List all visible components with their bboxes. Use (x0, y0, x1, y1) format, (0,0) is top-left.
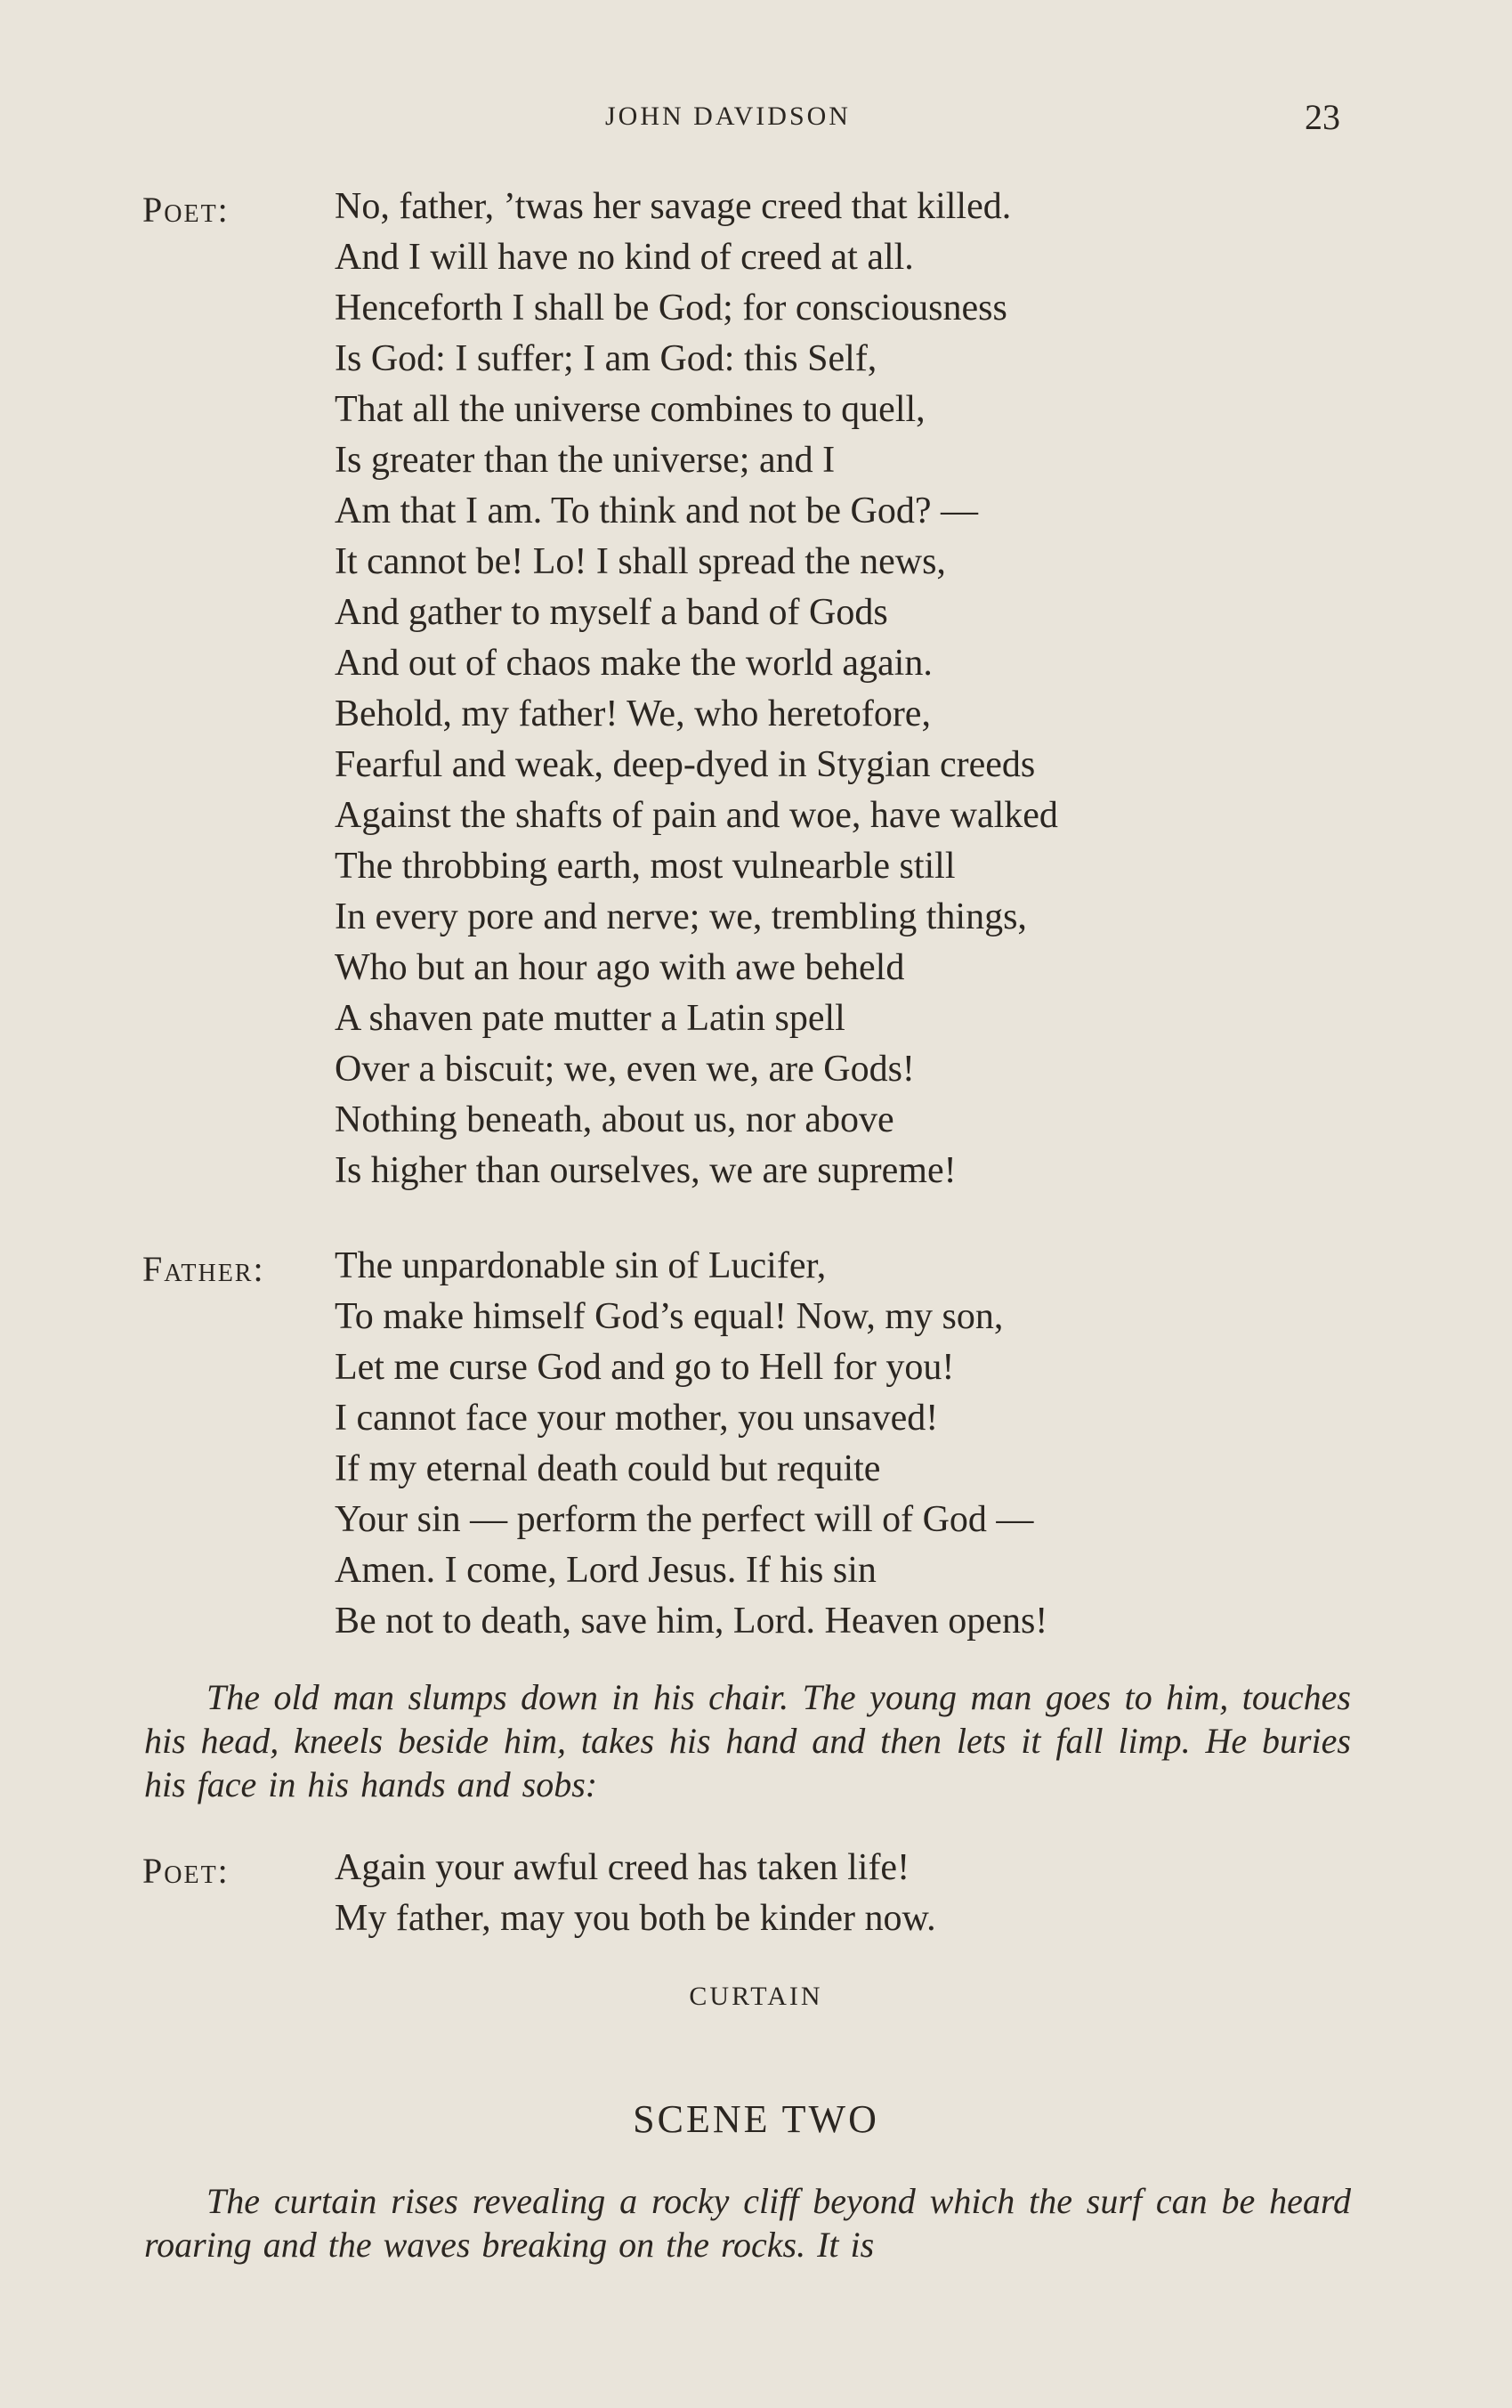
stage-direction: The curtain rises revealing a rocky cliff beyond which the surf can be heard roaring and the waves breaking on the rocks. It is (144, 2181, 1351, 2265)
verse-block (335, 1843, 1388, 1944)
verse-line: Who but an hour ago with awe beheld (335, 947, 905, 988)
verse-line: Nothing beneath, about us, nor above (335, 1099, 894, 1140)
verse-line: In every pore and nerve; we, trembling things, (335, 896, 1027, 937)
verse-line: Is higher than ourselves, we are supreme! (335, 1150, 957, 1191)
verse-line: To make himself God’s equal! Now, my son, (335, 1296, 1004, 1337)
verse-line: Your sin — perform the perfect will of God — (335, 1499, 1034, 1540)
verse-line: Let me curse God and go to Hell for you! (335, 1347, 955, 1388)
verse-line: Over a biscuit; we, even we, are Gods! (335, 1049, 915, 1090)
verse-line: It cannot be! Lo! I shall spread the news, (335, 541, 946, 582)
verse-line: The throbbing earth, most vulnearble still (335, 846, 956, 887)
verse-line: Is God: I suffer; I am God: this Self, (335, 338, 877, 379)
verse-line: Amen. I come, Lord Jesus. If his sin (335, 1550, 877, 1591)
verse-line: Am that I am. To think and not be God? — (335, 491, 979, 531)
verse-line: If my eternal death could but requite (335, 1448, 881, 1489)
verse-line: Against the shafts of pain and woe, have walked (335, 795, 1058, 836)
speech-poet-1 (142, 182, 1388, 1196)
verse-line: And gather to myself a band of Gods (335, 592, 888, 633)
speech-poet-2 (142, 1843, 1388, 1944)
verse-block (335, 1241, 1388, 1647)
curtain-label: CURTAIN (689, 1982, 823, 2011)
scene-heading: SCENE TWO (633, 2097, 879, 2141)
verse-line: Is greater than the universe; and I (335, 440, 836, 481)
verse-line: That all the universe combines to quell, (335, 389, 926, 430)
verse-line: The unpardonable sin of Lucifer, (335, 1245, 827, 1286)
speaker-label: Poet: (142, 190, 230, 230)
verse-line: Be not to death, save him, Lord. Heaven opens! (335, 1601, 1048, 1642)
verse-line: I cannot face your mother, you unsaved! (335, 1398, 939, 1439)
running-title: JOHN DAVIDSON (605, 101, 851, 131)
speech-father (142, 1241, 1388, 1647)
verse-line: A shaven pate mutter a Latin spell (335, 998, 845, 1039)
verse-line: Henceforth I shall be God; for consciousness (335, 288, 1007, 328)
stage-direction: The old man slumps down in his chair. The young man goes to him, touches his head, kneels beside him, takes his hand and then lets it fall limp. He buries his face in his hands and sobs: (144, 1677, 1351, 1804)
verse-line: And out of chaos make the world again. (335, 643, 933, 684)
verse-line: Behold, my father! We, who heretofore, (335, 693, 931, 734)
speaker-label: Father: (142, 1249, 265, 1289)
verse-line: Again your awful creed has taken life! (335, 1847, 910, 1888)
verse-line: And I will have no kind of creed at all. (335, 237, 914, 278)
speaker-label: Poet: (142, 1851, 230, 1891)
page-number: 23 (1305, 97, 1340, 137)
verse-line: My father, may you both be kinder now. (335, 1898, 936, 1939)
verse-block (335, 182, 1388, 1196)
running-head (0, 96, 1512, 141)
verse-line: Fearful and weak, deep-dyed in Stygian creeds (335, 744, 1036, 785)
verse-line: No, father, ’twas her savage creed that killed. (335, 186, 1012, 227)
